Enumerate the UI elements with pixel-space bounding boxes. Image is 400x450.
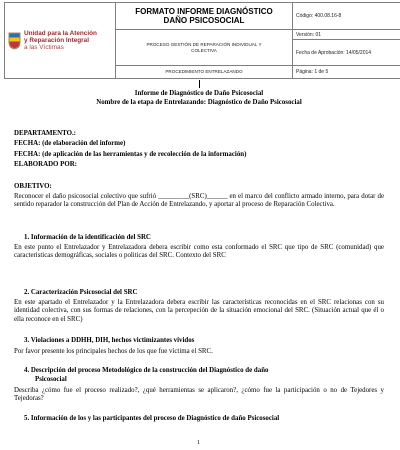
logo-line-3: a las Víctimas — [24, 44, 64, 51]
procedure-name: PROCEDIMIENTO ENTRELAZANDO — [165, 69, 243, 74]
process-line-2: COLECTIVA — [191, 47, 217, 53]
prepared-by-label: ELABORADO POR: — [14, 161, 77, 168]
section-5-heading: 5. Información de los y las participantes del proceso de Diagnóstico de daño Psicosocial — [24, 415, 280, 422]
objective-heading: OBJETIVO: — [14, 183, 52, 190]
date-application-label: FECHA: (de aplicación de las herramientas y de recolección de la información) — [14, 151, 247, 158]
logo-line-1: Unidad para la Atención — [24, 30, 97, 37]
report-title: Informe de Diagnóstico de Daño Psicosocial — [134, 90, 264, 97]
colombia-shield-icon — [8, 32, 21, 50]
logo-cell — [5, 3, 116, 79]
page-count-cell: Página: 1 de 5 — [293, 66, 400, 79]
section-2-text: En este apartado el Entrelazador y la Entrelazadora debera escribir las características reconocidas en el SRC relacionas con su identidad colectiva, con sus formas de relaciones, con la percepeción de la situación emocional del SRC. (Situación actual que él o ella reconoce en el SRC) — [14, 299, 384, 323]
code-cell: Código: 400.08.16-8 — [293, 3, 400, 30]
logo-line-2: y Reparación Integral — [24, 37, 89, 44]
process-cell — [116, 30, 293, 66]
section-4-heading-line-1: 4. Descripción del proceso Metodológico de la construcción del Diagnóstico de daño — [24, 367, 269, 374]
page-number: 1 — [197, 440, 200, 446]
form-title-cell — [116, 3, 293, 30]
section-1-heading: 1. Información de la identificación del SRC — [24, 234, 151, 241]
text-cursor — [199, 80, 200, 88]
date-elaboration-label: FECHA: (de elaboración del informe) — [14, 140, 126, 147]
version-cell: Versión: 01 — [293, 30, 400, 40]
document-header-table — [4, 2, 400, 79]
form-title-line-2: DAÑO PSICOSOCIAL — [163, 16, 245, 25]
stage-name: Nombre de la etapa de Entrelazando: Diagnóstico de Daño Psicosocial — [96, 99, 302, 106]
procedure-cell — [116, 66, 293, 79]
section-4-heading-line-2: Psicosocial — [35, 376, 67, 383]
agency-name — [24, 30, 97, 51]
agency-logo — [8, 30, 112, 51]
form-title-line-1: FORMATO INFORME DIAGNÓSTICO — [135, 7, 273, 16]
objective-text: Reconocer el daño psicosocial colectivo que sufrió _________(SRC)______ en el marco del conflicto armado interno, para dotar de sentido reparador la construcción del Plan de Acción de Entrelazando, y aportar al proceso de Reparación Colectiva. — [14, 193, 384, 209]
section-3-heading: 3. Violaciones a DDHH, DIH, hechos victimizantes vividos — [24, 337, 195, 344]
process-line-1: PROCESO GESTIÓN DE REPARACIÓN INDIVIDUAL Y — [146, 41, 262, 47]
section-3-text: Por favor presente los principales hechos de los que fue víctima el SRC. — [14, 348, 213, 355]
department-label: DEPARTAMENTO.: — [14, 130, 76, 137]
section-4-text: Describa ¿cómo fue el proceso realizado?, ¿qué herramientas se aplicaron?, ¿cómo fue la participación o no de Tejedores y Tejedoras? — [14, 387, 384, 403]
approval-date-cell: Fecha de Aprobación: 14/05/2014 — [293, 40, 400, 66]
section-1-text: En este punto el Entrelazador y Entrelazadora debera escribir como esta conformado el SRC que tipo de SRC (comunidad) que caracteristicas demográficas, sociales o politicas del SRC. Contexto del SRC — [14, 244, 384, 260]
section-2-heading: 2. Caracterización Psicosocial del SRC — [24, 289, 138, 296]
